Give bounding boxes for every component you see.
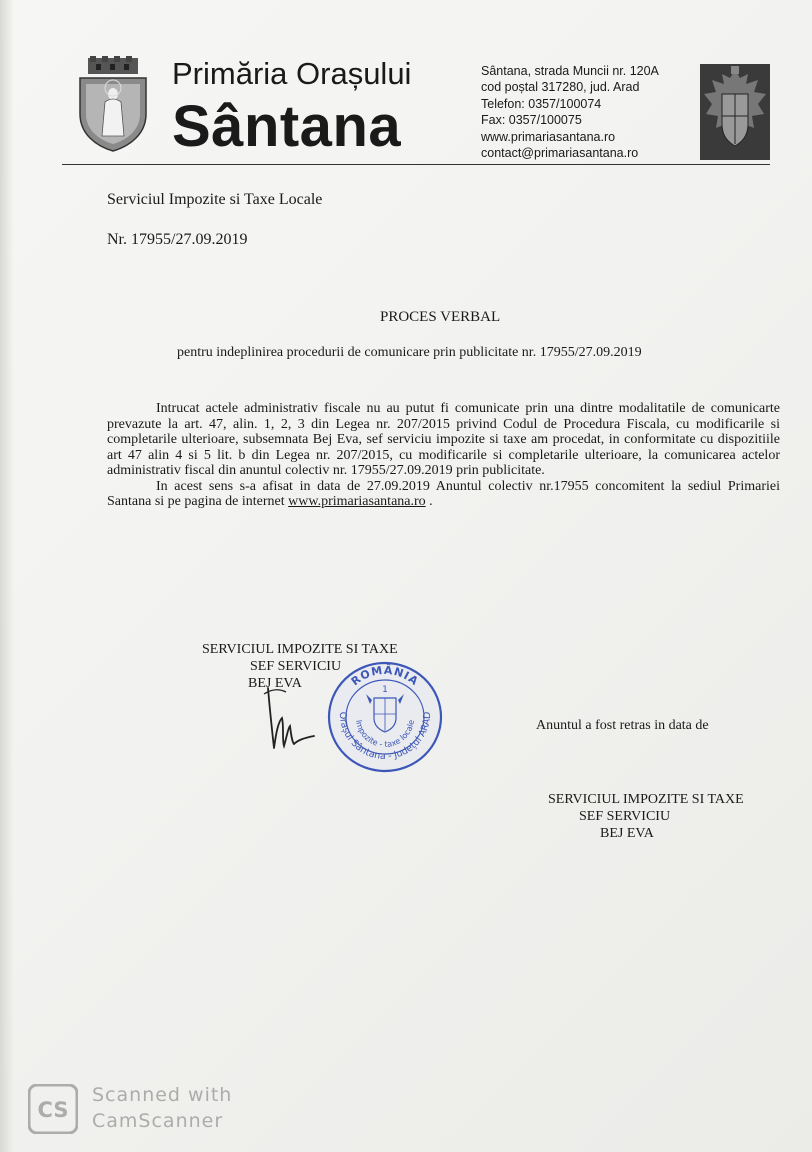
- camscanner-logo-text: CS: [37, 1098, 69, 1122]
- camscanner-watermark-text: [92, 1082, 232, 1134]
- stamp-inner-text: Impozite - taxe locale: [354, 719, 416, 750]
- website-link[interactable]: www.primariasantana.ro: [288, 494, 426, 509]
- signature-right-department: SERVICIUL IMPOZITE SI TAXE: [548, 792, 744, 807]
- contact-website: www.primariasantana.ro: [481, 129, 616, 144]
- contact-address: Sântana, strada Muncii nr. 120A: [481, 64, 659, 78]
- document-title: PROCES VERBAL: [380, 309, 501, 325]
- camscanner-logo-icon: [28, 1084, 78, 1134]
- body-paragraph-2: [107, 479, 780, 510]
- header-contact-block: [481, 63, 659, 161]
- watermark-line2: CamScanner: [92, 1110, 224, 1132]
- contact-fax: Fax: 0357/100075: [481, 113, 582, 128]
- header-title-line2: Sântana: [172, 94, 402, 159]
- stamp-top-text: ROMÂNIA: [348, 663, 422, 689]
- handwritten-signature-icon: [260, 682, 322, 754]
- page-shadow: [0, 0, 14, 1152]
- signature-right-role: SEF SERVICIU: [579, 809, 671, 824]
- contact-phone: Telefon: 0357/100074: [481, 96, 602, 111]
- signature-block-right: [548, 791, 744, 842]
- signature-left-role: SEF SERVICIU: [250, 659, 342, 674]
- contact-postal-code: cod poștal 317280, jud. Arad: [481, 80, 640, 95]
- stamp-ring-text: Orașul Sântana - Județul ARAD: [336, 711, 434, 763]
- service-name: Serviciul Impozite si Taxe Locale: [107, 191, 323, 208]
- paragraph-2-text: In acest sens s-a afisat in data de 27.09.2019 Anuntul colectiv nr.17955 concomitent la sediul Primariei Santana si pe pagina de internet: [107, 478, 780, 509]
- body-paragraph-1: Intrucat actele administrativ fiscale nu au putut fi comunicate prin una dintre modalitatile de comunicarte prevazute la art. 47, alin. 1, 2, 3 din Legea nr. 207/2015 privind Codul de Procedura Fiscala, cu modificarile si completarile ulterioare, subsemnata Bej Eva, sef serviciu impozite si taxe am procedat, in conformitate cu dispozitiile art 47 alin 4 si 5 lit. b din Legea nr. 207/2015, cu modificarile si completarile ulterioare, la comunicarea actelor administrativ fiscal din anuntul colectiv nr. 17955/27.09.2019 prin publicitate.: [107, 401, 780, 478]
- header-divider: [62, 164, 770, 165]
- watermark-line1: Scanned with: [92, 1084, 233, 1106]
- romania-coat-of-arms-icon: [700, 64, 770, 160]
- signature-right-name: BEJ EVA: [600, 826, 654, 841]
- document-subtitle: pentru indeplinirea procedurii de comunicare prin publicitate nr. 17955/27.09.2019: [177, 345, 642, 360]
- withdrawal-note: Anuntul a fost retras in data de: [536, 718, 709, 733]
- document-number: Nr. 17955/27.09.2019: [107, 231, 248, 248]
- official-stamp-icon: [326, 660, 444, 774]
- signature-left-department: SERVICIUL IMPOZITE SI TAXE: [202, 642, 398, 657]
- stamp-number: 1: [382, 685, 388, 695]
- santana-coat-of-arms-icon: [78, 56, 148, 152]
- header-title-line1: Primăria Orașului: [172, 56, 412, 91]
- signature-left-name: BEJ EVA: [248, 676, 302, 691]
- contact-email: contact@primariasantana.ro: [481, 146, 639, 161]
- paragraph-2-end: .: [425, 494, 433, 509]
- document-body: [107, 401, 780, 510]
